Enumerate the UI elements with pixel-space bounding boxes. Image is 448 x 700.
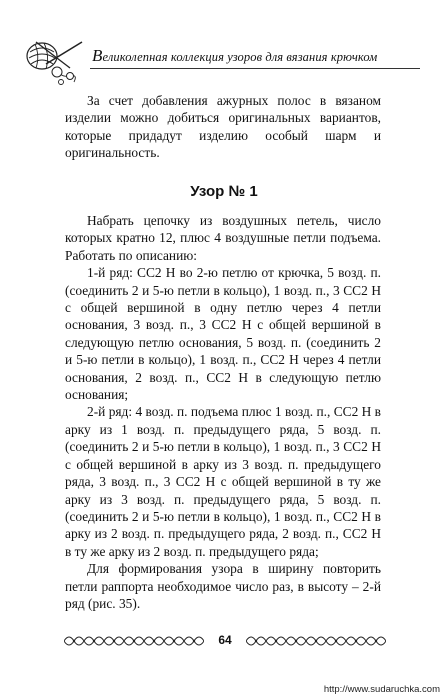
paragraph-row-2: 2-й ряд: 4 возд. п. подъема плюс 1 возд. п., СС2 Н в арку из 1 возд. п. предыдущего ряда, 5 возд. п. (соединить 2 и 5-ю петли в кольцо), 1 возд. п., 3 СС2 Н с общей вершиной в арку из 3 возд. п. предыдущего ряда, 3 возд. п., 3 СС2 Н с общей вершиной в ту же арку из 3 возд. п. предыдущего ряда, 5 возд. п. (соединить 2 и 5-ю петли в кольцо), 1 возд. п., СС2 Н в арку из 2 возд. п. предыдущего ряда, 2 возд. п., СС2 Н в ту же арку из 2 возд. п. предыдущего ряда; bbox=[65, 404, 381, 559]
running-title bbox=[92, 46, 377, 66]
page-number: 64 bbox=[218, 633, 232, 647]
site-watermark: http://www.sudaruchka.com bbox=[323, 684, 440, 695]
intro-paragraph: За счет добавления ажурных полос в вязаном изделии можно добиться оригинальных вариантов, которые придадут изделию особый шарм и оригинальность. bbox=[65, 93, 381, 161]
paragraph-repeat: Для формирования узора в ширину повторить петли раппорта необходимое число раз, в высоту – 2-й ряд (рис. 35). bbox=[65, 561, 381, 611]
paragraph-setup: Набрать цепочку из воздушных петель, число которых кратно 12, плюс 4 воздушные петли подъема. Работать по описанию: bbox=[65, 213, 381, 263]
section-heading: Узор № 1 bbox=[190, 183, 258, 200]
page-footer bbox=[0, 631, 448, 651]
pattern-instructions bbox=[65, 212, 381, 612]
running-title-text: еликолепная коллекция узоров для вязания крючком bbox=[102, 50, 378, 64]
running-title-initial: В bbox=[92, 46, 103, 65]
page-header bbox=[26, 38, 426, 86]
intro-text bbox=[65, 92, 381, 162]
header-rule bbox=[90, 68, 420, 69]
lace-border-left-icon bbox=[64, 633, 204, 649]
crochet-hook-yarn-logo-icon bbox=[26, 38, 84, 86]
lace-border-right-icon bbox=[246, 633, 386, 649]
paragraph-row-1: 1-й ряд: СС2 Н во 2-ю петлю от крючка, 5 возд. п. (соединить 2 и 5-ю петли в кольцо), 1 возд. п., 3 СС2 Н с общей вершиной в одну петлю через 4 петли основания, 3 возд. п., 3 СС2 Н с общей вершиной в следующую петлю основания, 5 возд. п. (соединить 2 и 5-ю петли в кольцо), 1 возд. п., СС2 Н через 4 петли основания, 2 возд. п., СС2 Н в следующую петлю основания; bbox=[65, 265, 381, 403]
